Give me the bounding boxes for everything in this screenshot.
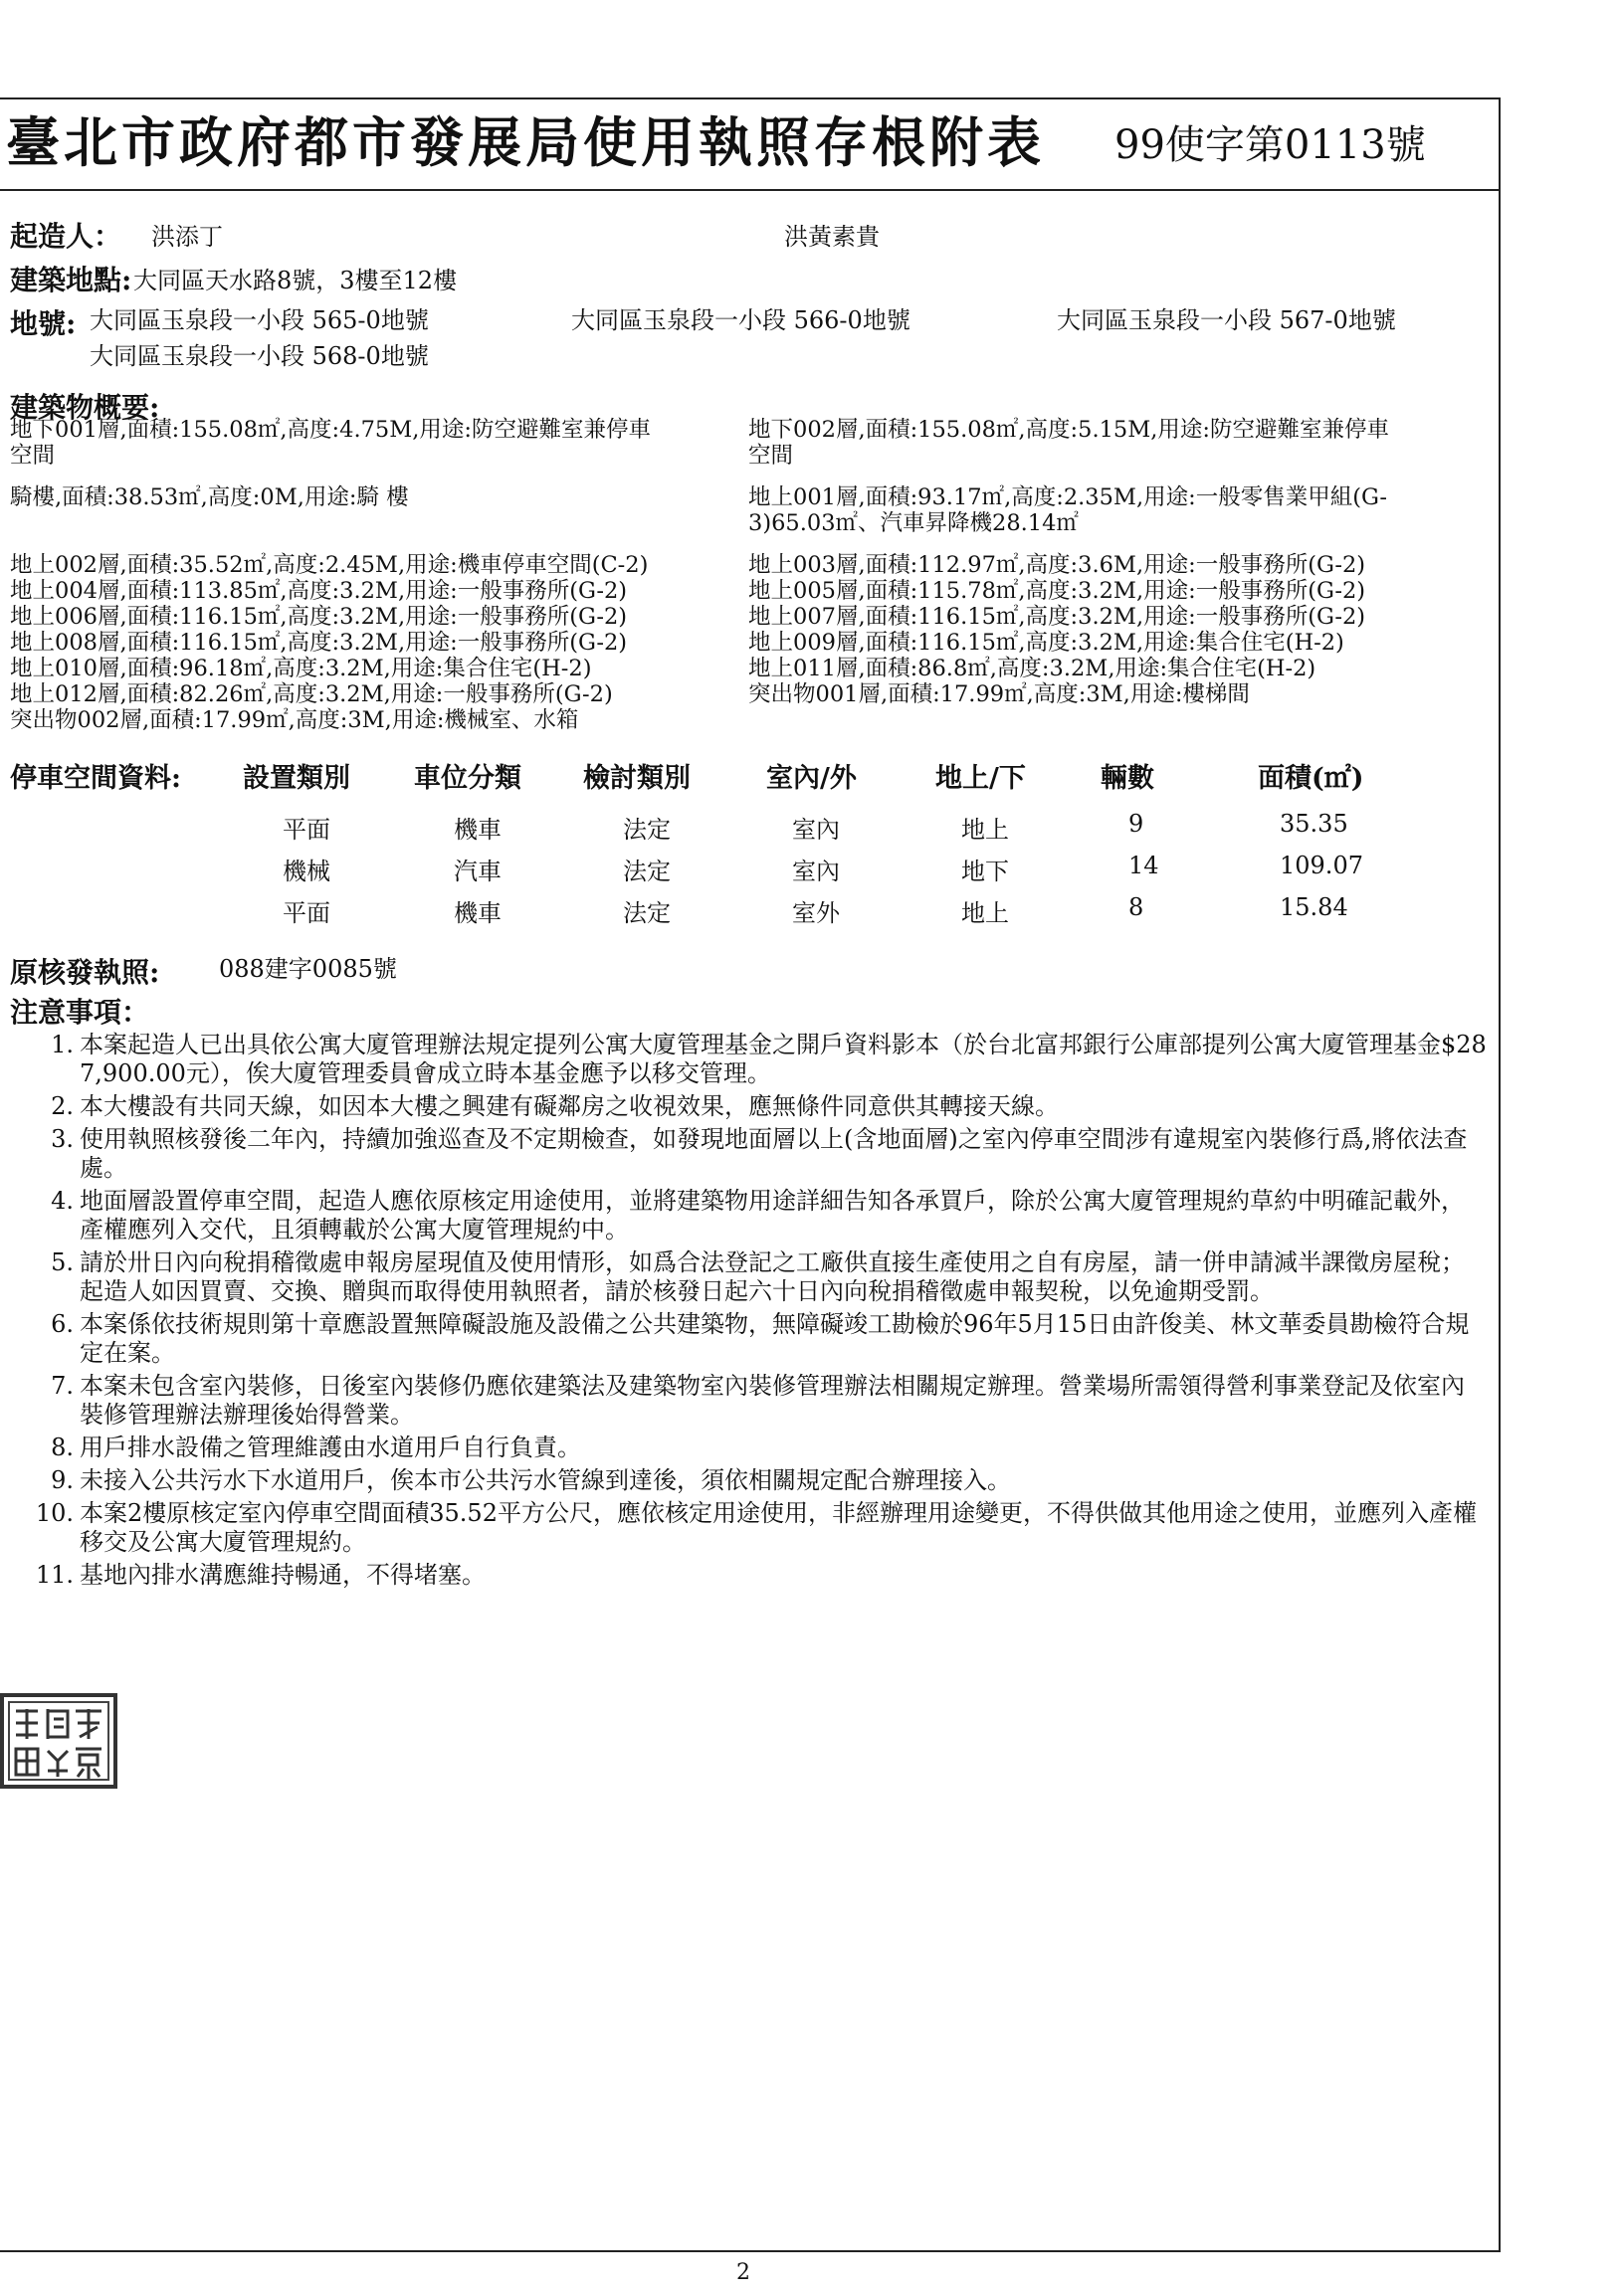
lot-item: 大同區玉泉段一小段 565-0地號 (90, 306, 429, 334)
note-text: 本案未包含室內裝修，日後室內裝修仍應依建築法及建築物室內裝修管理辦法相關規定辦理。營業場所需領得營利事業登記及依室內裝修管理辦法辦理後始得營業。 (80, 1372, 1465, 1429)
note-number: 6. (51, 1310, 74, 1338)
note-number: 4. (51, 1187, 74, 1215)
overview-floor-row: 地上008層,面積:116.15㎡,高度:3.2M,用途:一般事務所(G-2) (10, 630, 628, 656)
parking-header: 地上/下 (935, 763, 1026, 794)
notes-label: 注意事項： (10, 996, 150, 1029)
note-number: 5. (51, 1248, 74, 1276)
note-item (14, 1310, 1487, 1368)
parking-cell: 14 (1128, 852, 1159, 879)
parking-header: 設置類別 (243, 763, 350, 794)
builder-label: 起造人： (10, 220, 122, 253)
overview-floor-row: 地上002層,面積:35.52㎡,高度:2.45M,用途:機車停車空間(C-2) (10, 552, 649, 578)
header-divider (0, 189, 1499, 191)
notes-list (14, 1031, 1487, 1594)
note-text: 使用執照核發後二年內，持續加強巡查及不定期檢查，如發現地面層以上(含地面層)之室內停車空間涉有違規室內裝修行爲,將依法查處。 (80, 1125, 1468, 1182)
note-number: 7. (51, 1372, 74, 1400)
site-value: 大同區天水路8號，3樓至12樓 (133, 267, 458, 294)
overview-f1-line2: 3)65.03㎡、汽車昇降機28.14㎡ (748, 510, 1079, 536)
overview-floor-row: 地上009層,面積:116.15㎡,高度:3.2M,用途:集合住宅(H-2) (748, 630, 1344, 656)
note-item (14, 1187, 1487, 1244)
original-permit-value: 088建字0085號 (219, 955, 397, 983)
note-text: 地面層設置停車空間，起造人應依原核定用途使用，並將建築物用途詳細告知各承買戶，除於公寓大廈管理規約草約中明確記載外，產權應列入交代，且須轉載於公寓大廈管理規約中。 (80, 1187, 1465, 1244)
parking-cell: 109.07 (1280, 852, 1363, 879)
parking-cell: 機械 (283, 858, 330, 885)
overview-floor-row: 地上012層,面積:82.26㎡,高度:3.2M,用途:一般事務所(G-2) (10, 681, 613, 707)
note-item (14, 1372, 1487, 1430)
note-number: 3. (51, 1125, 74, 1153)
parking-header: 檢討類別 (583, 763, 691, 794)
parking-cell: 汽車 (454, 858, 502, 885)
parking-cell: 室內 (792, 816, 840, 844)
parking-cell: 室內 (792, 858, 840, 885)
note-item (14, 1031, 1487, 1088)
parking-cell: 15.84 (1280, 893, 1348, 921)
note-number: 10. (35, 1499, 74, 1527)
lot-item: 大同區玉泉段一小段 566-0地號 (571, 306, 910, 334)
site-label: 建築地點: (10, 264, 132, 296)
overview-floor-row: 地上003層,面積:112.97㎡,高度:3.6M,用途:一般事務所(G-2) (748, 552, 1366, 578)
official-seal-icon (0, 1693, 117, 1789)
original-permit-label: 原核發執照: (10, 956, 160, 989)
parking-header: 車位分類 (414, 763, 521, 794)
parking-label: 停車空間資料: (10, 763, 181, 794)
lot-item: 大同區玉泉段一小段 567-0地號 (1057, 306, 1396, 334)
parking-cell: 平面 (283, 816, 330, 844)
overview-arcade: 騎樓,面積:38.53㎡,高度:0M,用途:騎 樓 (10, 484, 409, 510)
note-number: 9. (51, 1466, 74, 1494)
overview-label: 建築物概要: (10, 391, 160, 424)
parking-header: 室內/外 (766, 763, 857, 794)
lot-label: 地號: (10, 307, 77, 340)
overview-b1-line1: 地下001層,面積:155.08㎡,高度:4.75M,用途:防空避難室兼停車 (10, 417, 652, 443)
parking-header: 輛數 (1101, 763, 1154, 794)
parking-cell: 法定 (623, 858, 671, 885)
parking-cell: 9 (1128, 810, 1144, 838)
overview-f1-line1: 地上001層,面積:93.17㎡,高度:2.35M,用途:一般零售業甲組(G- (748, 484, 1387, 510)
overview-floor-row: 地上006層,面積:116.15㎡,高度:3.2M,用途:一般事務所(G-2) (10, 604, 628, 630)
note-text: 基地內排水溝應維持暢通，不得堵塞。 (80, 1561, 486, 1589)
page-title: 臺北市政府都市發展局使用執照存根附表 (6, 110, 1045, 174)
parking-header: 面積(㎡) (1258, 763, 1364, 794)
note-item (14, 1499, 1487, 1557)
overview-floor-row: 地上011層,面積:86.8㎡,高度:3.2M,用途:集合住宅(H-2) (748, 656, 1316, 681)
parking-cell: 地上 (961, 816, 1009, 844)
builder-name-2: 洪黃素貴 (784, 223, 880, 251)
overview-floor-row: 地上004層,面積:113.85㎡,高度:3.2M,用途:一般事務所(G-2) (10, 578, 628, 604)
overview-floor-row: 突出物001層,面積:17.99㎡,高度:3M,用途:樓梯間 (748, 681, 1250, 707)
note-item (14, 1561, 1487, 1590)
note-number: 8. (51, 1434, 74, 1461)
note-item (14, 1125, 1487, 1183)
note-item (14, 1092, 1487, 1121)
note-item (14, 1466, 1487, 1495)
overview-floor-row: 地上007層,面積:116.15㎡,高度:3.2M,用途:一般事務所(G-2) (748, 604, 1366, 630)
note-number: 2. (51, 1092, 74, 1120)
overview-b2-line2: 空間 (748, 443, 794, 469)
note-text: 本大樓設有共同天線，如因本大樓之興建有礙鄰房之收視效果，應無條件同意供其轉接天線。 (80, 1092, 1059, 1120)
note-text: 用戶排水設備之管理維護由水道用戶自行負責。 (80, 1434, 581, 1461)
overview-b2-line1: 地下002層,面積:155.08㎡,高度:5.15M,用途:防空避難室兼停車 (748, 417, 1390, 443)
parking-cell: 法定 (623, 899, 671, 927)
lot-item: 大同區玉泉段一小段 568-0地號 (90, 342, 429, 370)
parking-cell: 室外 (792, 899, 840, 927)
parking-cell: 8 (1128, 893, 1144, 921)
note-text: 未接入公共污水下水道用戶，俟本市公共污水管線到達後，須依相關規定配合辦理接入。 (80, 1466, 1011, 1494)
note-item (14, 1248, 1487, 1306)
note-item (14, 1434, 1487, 1462)
overview-floor-row: 突出物002層,面積:17.99㎡,高度:3M,用途:機械室、水箱 (10, 707, 579, 733)
page-number: 2 (736, 2260, 750, 2285)
parking-cell: 機車 (454, 816, 502, 844)
note-text: 本案起造人已出具依公寓大廈管理辦法規定提列公寓大廈管理基金之開戶資料影本（於台北富邦銀行公庫部提列公寓大廈管理基金$287,900.00元），俟大廈管理委員會成立時本基金應予以移交管理。 (80, 1031, 1487, 1087)
note-text: 本案2樓原核定室內停車空間面積35.52平方公尺，應依核定用途使用，非經辦理用途變更，不得供做其他用途之使用，並應列入產權移交及公寓大廈管理規約。 (80, 1499, 1477, 1556)
note-number: 1. (51, 1031, 74, 1058)
note-text: 請於卅日內向稅捐稽徵處申報房屋現值及使用情形，如爲合法登記之工廠供直接生產使用之自有房屋，請一併申請減半課徵房屋稅；起造人如因買賣、交換、贈與而取得使用執照者，請於核發日起六十日內向稅捐稽徵處申報契稅，以免逾期受罰。 (80, 1248, 1465, 1305)
parking-cell: 平面 (283, 899, 330, 927)
parking-cell: 法定 (623, 816, 671, 844)
overview-floor-row: 地上010層,面積:96.18㎡,高度:3.2M,用途:集合住宅(H-2) (10, 656, 592, 681)
note-text: 本案係依技術規則第十章應設置無障礙設施及設備之公共建築物，無障礙竣工勘檢於96年5月15日由許俊美、林文華委員勘檢符合規定在案。 (80, 1310, 1470, 1367)
parking-cell: 地下 (961, 858, 1009, 885)
parking-cell: 機車 (454, 899, 502, 927)
parking-cell: 地上 (961, 899, 1009, 927)
builder-name-1: 洪添丁 (151, 223, 223, 251)
overview-floor-row: 地上005層,面積:115.78㎡,高度:3.2M,用途:一般事務所(G-2) (748, 578, 1366, 604)
parking-cell: 35.35 (1280, 810, 1348, 838)
note-number: 11. (35, 1561, 74, 1589)
overview-b1-line2: 空間 (10, 443, 56, 469)
permit-number: 99使字第0113號 (1114, 122, 1426, 168)
